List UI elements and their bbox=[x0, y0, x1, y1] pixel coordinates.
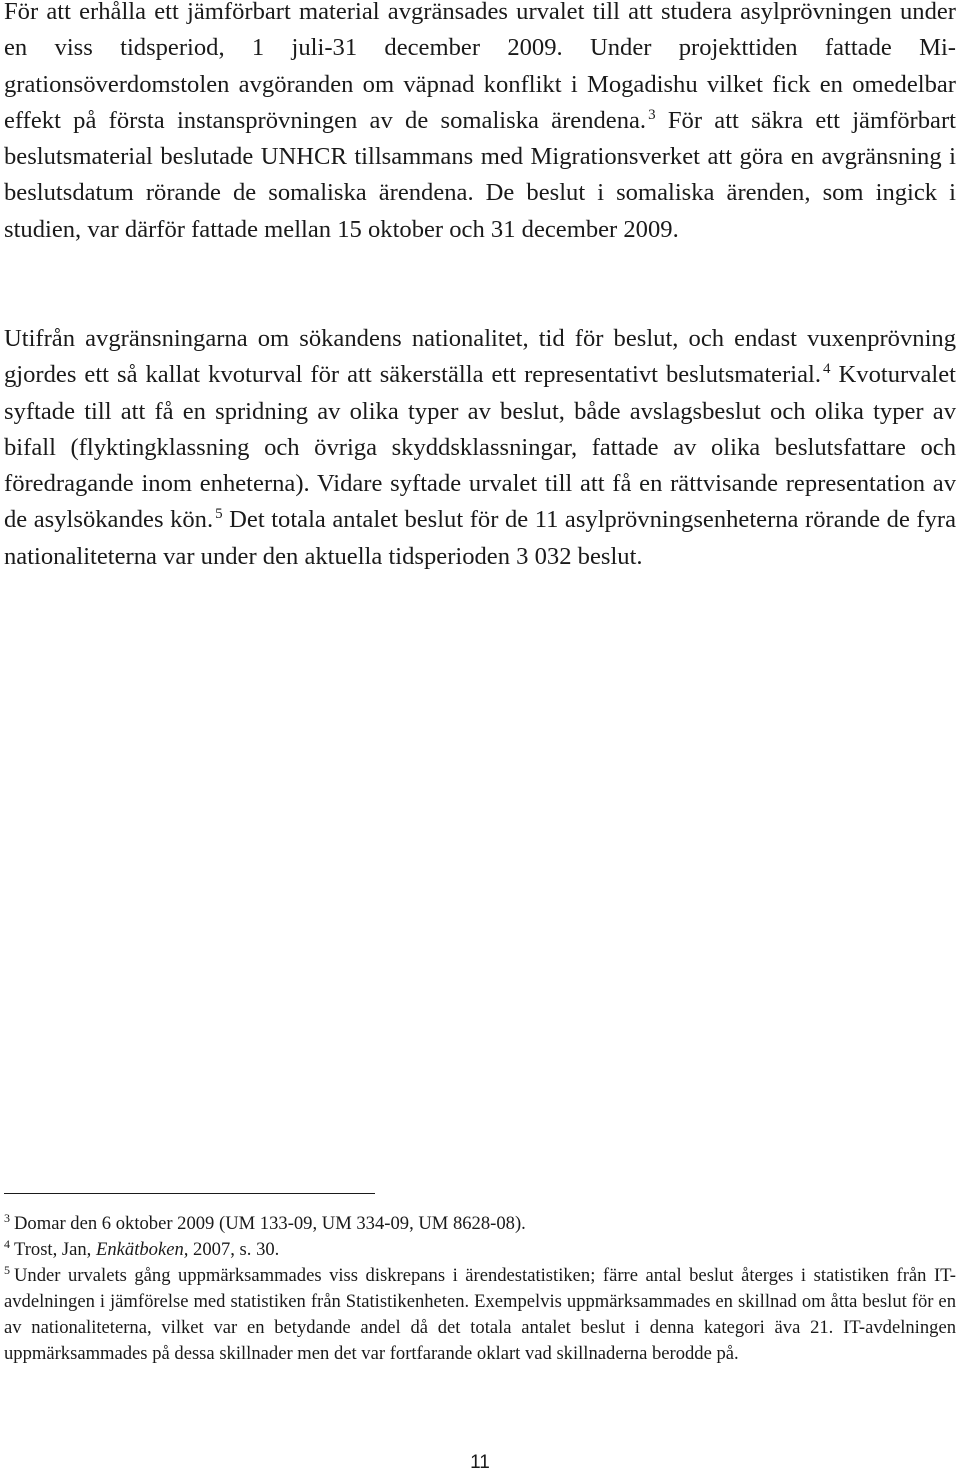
footnote-number: 5 bbox=[4, 1263, 10, 1277]
paragraph-2-text-a: Utifrån avgränsningarna om sökandens nationalitet, tid för beslut, och endast vuxenprövning gjordes ett så kallat kvoturval för att säkerställa ett representativt beslutsmaterial. bbox=[4, 325, 956, 389]
paragraph-1-text-b: För att säkra ett jämförbart beslutsmaterial beslutade UNHCR tillsammans med Migrationsverket att göra en avgränsning i beslutsdatum rörande de somaliska ärendena. De beslut i somaliska ärenden, som ingick i studien, var därför fattade mellan 15 oktober och 31 december 2009. bbox=[4, 106, 956, 243]
footnote-number: 3 bbox=[4, 1211, 10, 1225]
paragraph-2-text-c: Det totala antalet beslut för de 11 asylprövningsenheterna rörande de fyra nationaliteterna var under den aktuella tidsperioden 3 032 beslut. bbox=[4, 506, 956, 570]
footnote-reference-4: 4 bbox=[823, 361, 831, 378]
cited-book-title: Enkätboken, bbox=[95, 1239, 189, 1260]
paragraph-2-text-b: Kvoturvalet syftade till att få en spridning av olika typer av beslut, både avslagsbeslut och olika typer av bifall (flyktingklassning och övriga skyddsklassningar, fattade av olika beslutsfattare och föredragande inom enheterna). Vidare syftade urvalet till att få en rättvisande representation av de asylsökandes kön. bbox=[4, 361, 956, 534]
footnote-4 bbox=[4, 1237, 956, 1263]
footnote-text: 2007, s. 30. bbox=[188, 1239, 280, 1260]
footnote-separator bbox=[4, 1193, 375, 1194]
body-paragraph-1 bbox=[4, 0, 956, 248]
footnotes-section bbox=[4, 1211, 956, 1367]
footnote-number: 4 bbox=[4, 1237, 10, 1251]
footnote-reference-3: 3 bbox=[648, 106, 656, 123]
footnote-text: Domar den 6 oktober 2009 (UM 133-09, UM 334-09, UM 8628-08). bbox=[14, 1213, 526, 1234]
footnote-3 bbox=[4, 1211, 956, 1237]
footnote-text: Under urvalets gång uppmärksammades viss diskrepans i ärendestatistiken; färre antal beslut återges i statistiken från IT-avdelningen i jämförelse med statistiken från Statistikenheten. Exempelvis uppmärksammades en skillnad om åtta beslut för en av nationaliteterna, vilket var en betydande andel då det totala antalet beslut i denna kategori äva 21. IT-avdelningen uppmärksammades på dessa skillnader men det var fortfarande oklart vad skillnaderna berodde på. bbox=[4, 1265, 956, 1364]
paragraph-1-text-a: För att erhålla ett jämförbart material avgränsades urvalet till att studera asylprövningen under en viss tidsperiod, 1 juli-31 december 2009. Under projekttiden fattade Migrationsöverdomstolen avgöranden om väpnad konflikt i Mogadishu vilket fick en omedelbar effekt på första instansprövningen av de somaliska ärendena. bbox=[4, 0, 956, 134]
body-paragraph-2 bbox=[4, 321, 956, 575]
footnote-reference-5: 5 bbox=[215, 506, 223, 523]
page-number: 11 bbox=[470, 1452, 490, 1473]
footnote-5 bbox=[4, 1263, 956, 1367]
footnote-text: Trost, Jan, bbox=[14, 1239, 96, 1260]
